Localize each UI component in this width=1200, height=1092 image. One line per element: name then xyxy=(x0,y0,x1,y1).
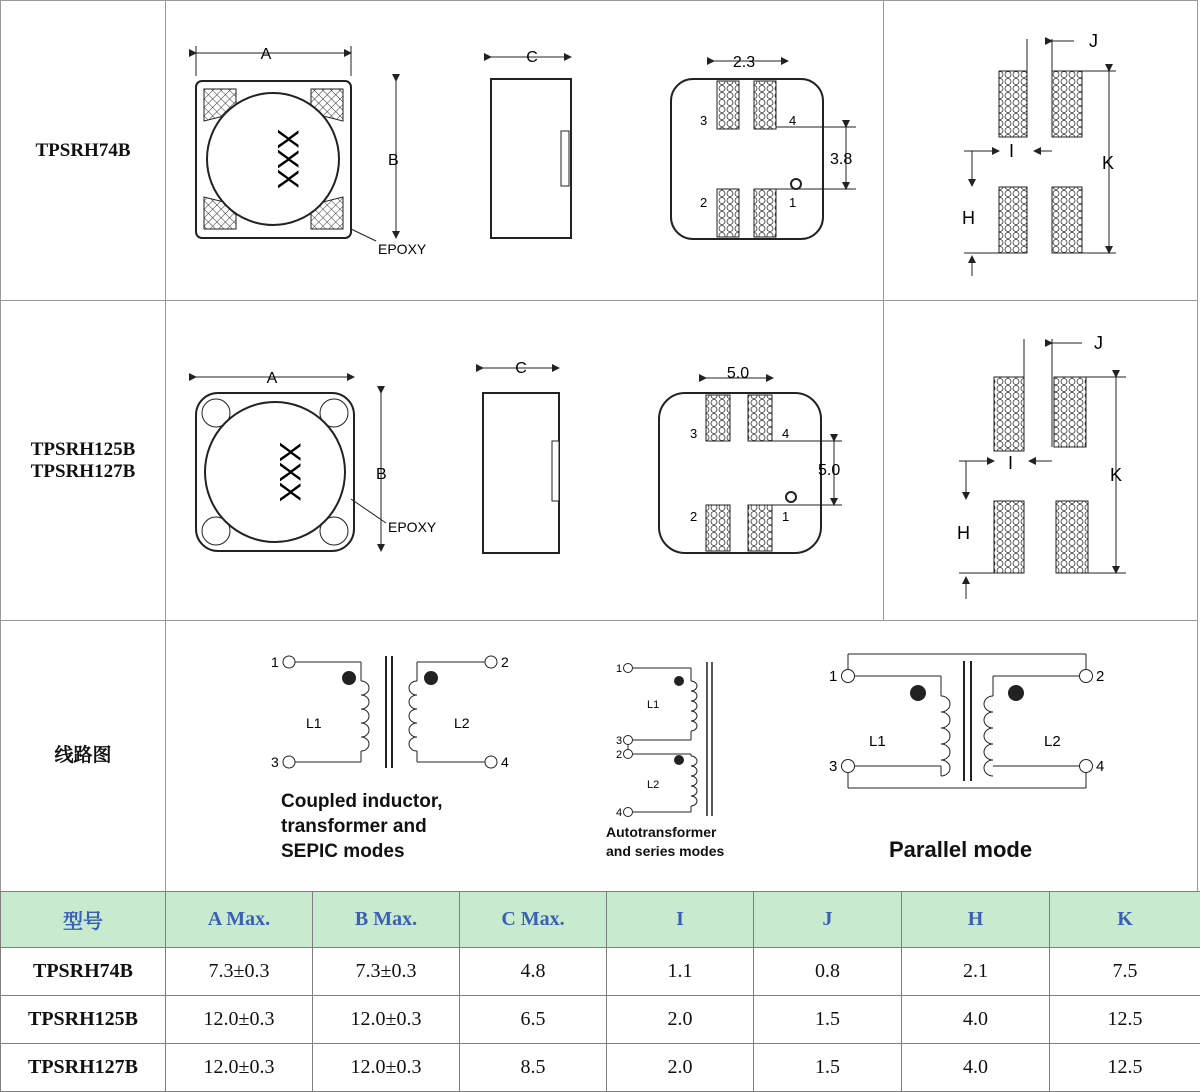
pin1: 1 xyxy=(782,509,790,524)
dim-j-label: J xyxy=(1089,31,1098,51)
land-pattern-cell xyxy=(883,1,1197,300)
dim-k-label: K xyxy=(1110,465,1123,485)
coupled-caption-line2: transformer and xyxy=(281,816,427,837)
cell-model: TPSRH74B xyxy=(1,948,166,996)
header-a-max: A Max. xyxy=(166,892,313,948)
pin4: 4 xyxy=(782,426,790,441)
cell-h: 4.0 xyxy=(902,1044,1050,1092)
dim-c-label: C xyxy=(515,360,527,377)
pin4: 4 xyxy=(616,807,623,819)
dim-k-label: K xyxy=(1102,153,1115,173)
l1-label: L1 xyxy=(306,715,322,731)
circuit-autotransformer xyxy=(613,656,733,821)
header-j: J xyxy=(754,892,902,948)
dim-a-label: A xyxy=(260,46,272,63)
pin3: 3 xyxy=(700,113,708,128)
cell-c: 6.5 xyxy=(460,996,607,1044)
cell-c: 4.8 xyxy=(460,948,607,996)
row-circuit-diagrams xyxy=(0,620,1198,892)
pad-pitch-label: 5.0 xyxy=(818,462,841,479)
land-pattern-125b xyxy=(884,301,1196,621)
cell-a: 12.0±0.3 xyxy=(166,996,313,1044)
cell-b: 12.0±0.3 xyxy=(313,1044,460,1092)
cell-b: 12.0±0.3 xyxy=(313,996,460,1044)
pin3: 3 xyxy=(271,754,279,770)
row-tpsrh125b-127b xyxy=(0,300,1198,621)
pad-pitch-label: 3.8 xyxy=(830,151,853,168)
dim-j-label: J xyxy=(1094,333,1103,353)
pin1: 1 xyxy=(829,668,838,685)
cell-i: 2.0 xyxy=(607,1044,754,1092)
auto-caption-line2: and series modes xyxy=(606,843,725,859)
pad-spacing-label: 2.3 xyxy=(732,54,756,71)
cell-model: TPSRH125B xyxy=(1,996,166,1044)
cell-h: 2.1 xyxy=(902,948,1050,996)
dim-a-label: A xyxy=(266,370,278,387)
l1-label: L1 xyxy=(869,733,886,750)
model-label-125b: TPSRH125B xyxy=(30,438,136,460)
dim-i-label: I xyxy=(1008,453,1014,473)
cell-model: TPSRH127B xyxy=(1,1044,166,1092)
pin4: 4 xyxy=(1096,758,1105,775)
table-row xyxy=(1,1044,1200,1092)
epoxy-label: EPOXY xyxy=(378,241,427,257)
l2-label: L2 xyxy=(454,715,470,731)
coupled-caption-line3: SEPIC modes xyxy=(281,841,405,862)
table-row xyxy=(1,996,1200,1044)
header-k: K xyxy=(1050,892,1200,948)
pad-spacing-label: 5.0 xyxy=(726,365,750,382)
dim-i-label: I xyxy=(1009,141,1015,161)
header-i: I xyxy=(607,892,754,948)
dim-h-label: H xyxy=(957,523,970,543)
circuit-parallel xyxy=(826,646,1116,796)
pin4: 4 xyxy=(501,754,509,770)
pin1: 1 xyxy=(789,195,797,210)
cell-k: 7.5 xyxy=(1050,948,1200,996)
cell-i: 1.1 xyxy=(607,948,754,996)
marking-text: XXX xyxy=(273,441,306,503)
cell-j: 1.5 xyxy=(754,1044,902,1092)
pin2: 2 xyxy=(1096,668,1105,685)
row-label xyxy=(1,301,166,620)
spec-table xyxy=(0,891,1200,1092)
pin3: 3 xyxy=(690,426,698,441)
epoxy-label: EPOXY xyxy=(388,519,437,535)
row-tpsrh74b xyxy=(0,0,1198,301)
header-h: H xyxy=(902,892,1050,948)
circuit-label: 线路图 xyxy=(54,745,112,766)
cell-k: 12.5 xyxy=(1050,1044,1200,1092)
dim-h-label: H xyxy=(962,208,975,228)
cell-h: 4.0 xyxy=(902,996,1050,1044)
row-label xyxy=(1,1,166,300)
circuit-coupled xyxy=(271,646,531,786)
l2-label: L2 xyxy=(647,779,660,791)
pin2: 2 xyxy=(700,195,708,210)
pin2: 2 xyxy=(616,749,623,761)
land-pattern-cell xyxy=(883,301,1197,620)
auto-caption-line1: Autotransformer xyxy=(606,824,717,840)
outline-drawing-125b xyxy=(166,301,886,621)
outline-drawing-74b xyxy=(166,1,886,301)
model-label: TPSRH74B xyxy=(35,139,131,161)
pin2: 2 xyxy=(501,654,509,670)
cell-b: 7.3±0.3 xyxy=(313,948,460,996)
cell-a: 7.3±0.3 xyxy=(166,948,313,996)
coupled-caption xyxy=(281,789,443,864)
model-label-127b: TPSRH127B xyxy=(30,460,136,482)
table-header-row xyxy=(1,892,1200,948)
cell-i: 2.0 xyxy=(607,996,754,1044)
coupled-caption-line1: Coupled inductor, xyxy=(281,791,443,812)
table-row xyxy=(1,948,1200,996)
cell-j: 0.8 xyxy=(754,948,902,996)
pin2: 2 xyxy=(690,509,698,524)
header-model: 型号 xyxy=(1,892,166,948)
auto-caption xyxy=(606,823,724,861)
pin4: 4 xyxy=(789,113,797,128)
parallel-caption: Parallel mode xyxy=(889,837,1033,862)
pin1: 1 xyxy=(271,654,279,670)
land-pattern-74b xyxy=(884,1,1196,301)
cell-j: 1.5 xyxy=(754,996,902,1044)
row-label xyxy=(1,621,166,891)
dim-b-label: B xyxy=(388,152,399,169)
header-c-max: C Max. xyxy=(460,892,607,948)
marking-text: XXX xyxy=(271,128,304,190)
pin3: 3 xyxy=(829,758,838,775)
pin1: 1 xyxy=(616,663,623,675)
l1-label: L1 xyxy=(647,699,660,711)
cell-c: 8.5 xyxy=(460,1044,607,1092)
pin3: 3 xyxy=(616,735,623,747)
cell-a: 12.0±0.3 xyxy=(166,1044,313,1092)
dim-c-label: C xyxy=(526,49,538,66)
l2-label: L2 xyxy=(1044,733,1061,750)
header-b-max: B Max. xyxy=(313,892,460,948)
dim-b-label: B xyxy=(376,466,387,483)
cell-k: 12.5 xyxy=(1050,996,1200,1044)
